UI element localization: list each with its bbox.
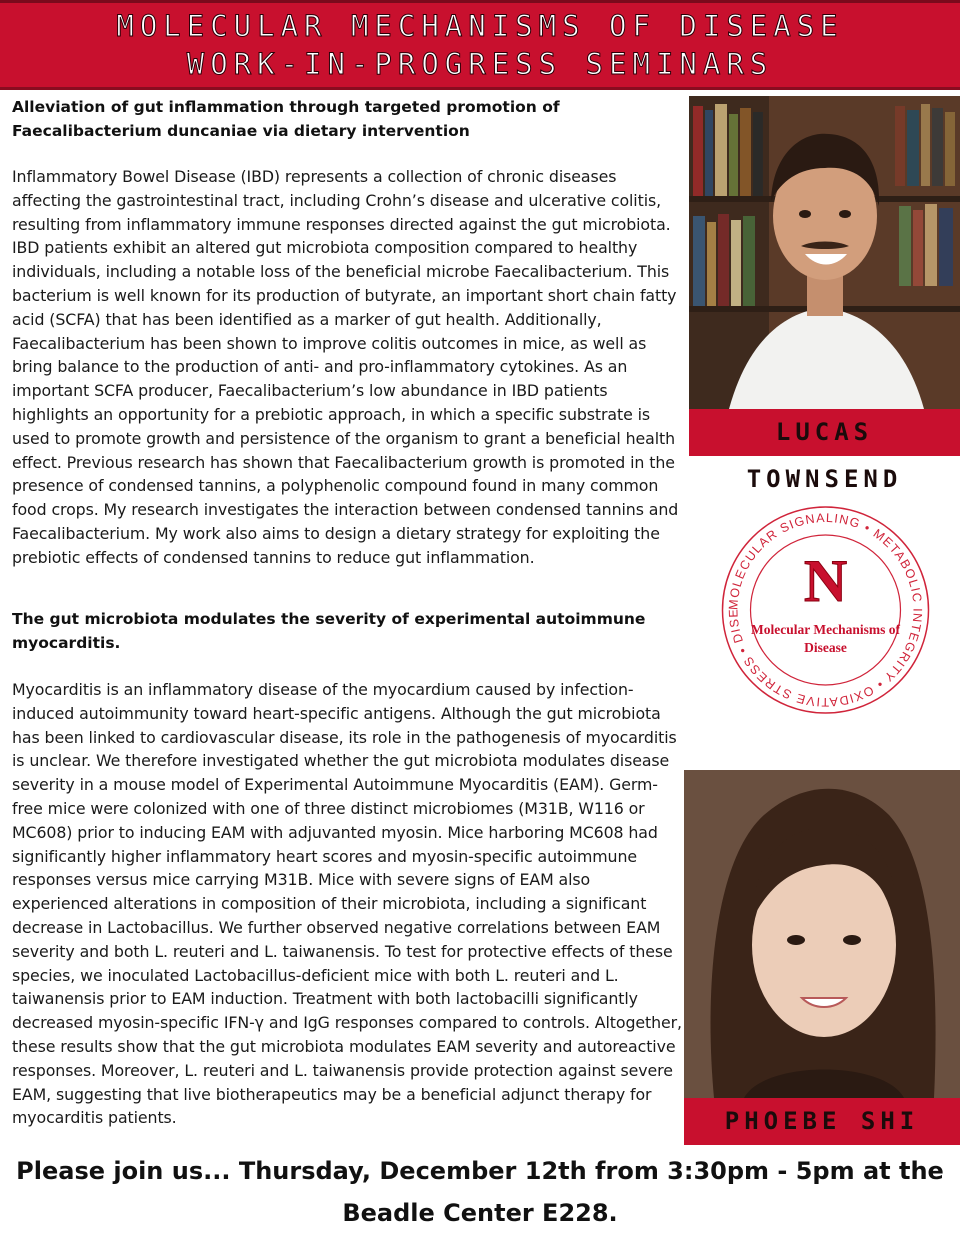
talk2-abstract: Myocarditis is an inflammatory disease of the myocardium caused by infection-induced autoimmunity toward heart-specific antigens. Although the gut microbiota has been linked to cardiovascular disease, its role in the pathogenesis of myocarditis is unclear. We therefore investigated whether the gut microbiota modulates disease severity in a mouse model of Experimental Autoimmune Myocarditis (EAM). Germ-free mice were colonized with one of three distinct microbiomes (M31B, W116 or MC608) prior to inducing EAM with adjuvanted myosin. Mice harboring MC608 had significantly higher inflammatory heart scores and myosin-specific autoimmune responses versus mice carrying M31B. Mice with severe signs of EAM also experienced alterations in composition of their microbiota, including a significant decrease in Lactobacillus. We further observed negative correlations between EAM severity and both L. reuteri and L. taiwanensis. To test for protective effects of these species, we inoculated Lactobacillus-deficient mice with both L. reuteri and L. taiwanensis prior to EAM induction. Treatment with both lactobacilli significantly decreased myosin-specific IFN-γ and IgG responses compared to controls. Altogether, these results show that the gut microbiota modulates EAM severity and autoreactive responses. Moreover, L. reuteri and L. taiwanensis provide protection against severe EAM, suggesting that live biotherapeutics may be a beneficial adjunct therapy for myocarditis patients. (12, 680, 682, 1128)
banner-title-line1: MOLECULAR MECHANISMS OF DISEASE (116, 9, 844, 43)
banner-title-line2: WORK-IN-PROGRESS SEMINARS (186, 47, 774, 81)
talk2-title: The gut microbiota modulates the severity of experimental autoimmune myocarditis. (12, 610, 646, 652)
header-banner (0, 0, 960, 90)
talk1-title: Alleviation of gut inflammation through targeted promotion of Faecalibacterium duncaniae via dietary intervention (12, 98, 560, 140)
speaker-photo-lucas (689, 96, 960, 409)
event-details-line2: Beadle Center E228. (342, 1199, 618, 1227)
speaker-name-lucas: LUCAS TOWNSEND (689, 409, 960, 456)
seal-center-name: Molecular Mechanisms of Disease (751, 622, 900, 655)
portrait-illustration (684, 770, 960, 1098)
talk1-abstract: Inflammatory Bowel Disease (IBD) represents a collection of chronic diseases affecting the gastrointestinal tract, including Crohn’s disease and ulcerative colitis, resulting from inflammatory immune responses directed against the gut microbiota. IBD patients exhibit an altered gut microbiota composition compared to healthy individuals, including a notable loss of the beneficial microbe Faecalibacterium. This bacterium is well known for its production of butyrate, an important short chain fatty acid (SCFA) that has been identified as a marker of gut health. Additionally, Faecalibacterium has been shown to improve colitis outcomes in mice, as well as bring balance to the production of anti- and pro-inflammatory cytokines. As an important SCFA producer, Faecalibacterium’s low abundance in IBD patients highlights an opportunity for a prebiotic approach, in which a specific substrate is used to promote growth and persistence of the organism to grant a beneficial health effect. Previous research has shown that Faecalibacterium growth is promoted in the presence of condensed tannins, a polyphenolic compound found in many common food crops. My research investigates the interaction between condensed tannins and Faecalibacterium. My work also aims to design a dietary strategy for exploiting the prebiotic effects of condensed tannins to reduce gut inflammation. (12, 167, 679, 567)
event-details-line1: Please join us... Thursday, December 12th from 3:30pm - 5pm at the (16, 1157, 944, 1185)
seal-graphic (718, 493, 933, 723)
speaker-name-phoebe: PHOEBE SHI (684, 1098, 960, 1145)
speaker-photo-phoebe (684, 770, 960, 1098)
seal-ring-text: MOLECULAR SIGNALING • METABOLIC INTEGRITY • OXIDATIVE STRESS • DISE (726, 510, 925, 710)
n-logo-icon: N (803, 548, 848, 614)
event-details (0, 1150, 960, 1234)
mmd-seal-logo (718, 493, 933, 723)
portrait-illustration (689, 96, 960, 409)
